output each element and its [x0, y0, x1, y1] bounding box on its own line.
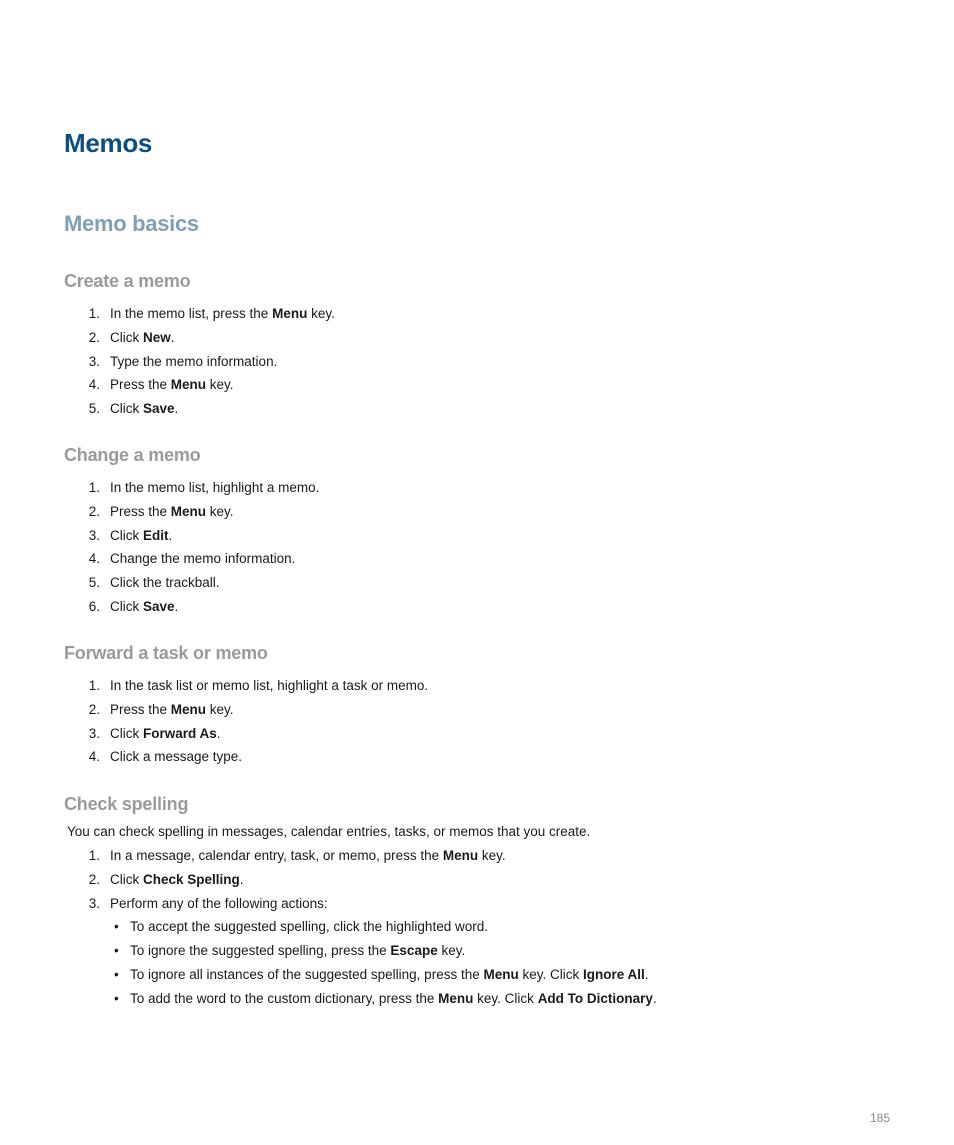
step-number: 1. — [88, 848, 100, 863]
step-number: 3. — [88, 725, 100, 741]
heading-create-memo: Create a memo — [64, 271, 191, 291]
step-number: 4. — [88, 377, 100, 393]
heading-forward-task-memo: Forward a task or memo — [64, 643, 268, 663]
step-number: 2. — [88, 871, 100, 887]
step-number: 3. — [88, 527, 100, 543]
bullet-glyph: • — [114, 943, 119, 959]
step-number: 3. — [88, 895, 100, 911]
bullet-glyph: • — [114, 966, 119, 982]
check-spelling-intro: You can check spelling in messages, calendar entries, tasks, or memos that you create. — [67, 824, 591, 839]
step-number: 2. — [88, 701, 100, 717]
step-number: 2. — [88, 503, 100, 519]
step-number: 5. — [88, 575, 100, 591]
step-number: 4. — [88, 749, 100, 765]
heading-check-spelling: Check spelling — [64, 794, 189, 814]
page-title: Memos — [64, 128, 153, 158]
step-number: 4. — [88, 551, 100, 567]
step-number: 5. — [88, 401, 100, 417]
step-number: 1. — [88, 306, 100, 321]
step-number: 6. — [88, 598, 100, 614]
heading-change-memo: Change a memo — [64, 445, 201, 465]
step-number: 1. — [88, 678, 100, 693]
step-number: 3. — [88, 353, 100, 369]
bullet-glyph: • — [114, 919, 119, 935]
section-title: Memo basics — [64, 211, 199, 236]
step-number: 1. — [88, 480, 100, 495]
bullet-glyph: • — [114, 990, 119, 1006]
step-number: 2. — [88, 329, 100, 345]
page-number: 185 — [870, 1111, 891, 1125]
